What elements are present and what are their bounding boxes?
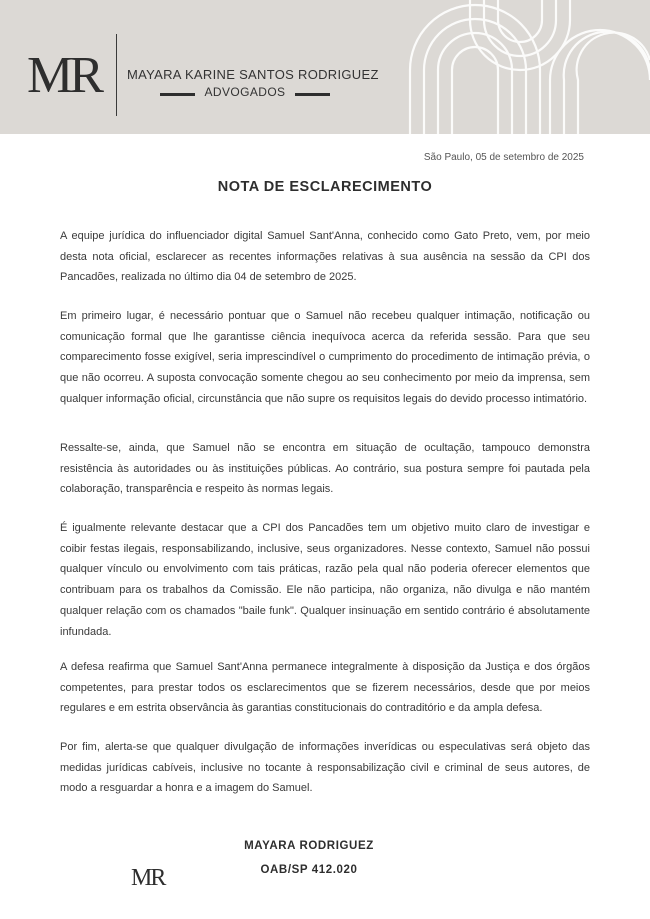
signature-oab: OAB/SP 412.020 [260, 864, 358, 876]
document-title: NOTA DE ESCLARECIMENTO [217, 179, 433, 195]
paragraph-6: Por fim, alerta-se que qualquer divulgação de informações inverídicas ou especulativas será objeto das medidas jurídicas cabíveis, inclusive no tocante à responsabilização civil e criminal de seus autores, de modo a resguardar a honra e a imagem do Samuel. [60, 741, 590, 795]
footer-logo: MR [131, 865, 165, 891]
subtitle-rule-left [160, 93, 195, 96]
paragraph-3: Ressalte-se, ainda, que Samuel não se encontra em situação de ocultação, tampouco demonstra resistência às autoridades ou às instituições públicas. Ao contrário, sua postura sempre foi pautada pela colaboração, transparência e respeito às normas legais. [60, 442, 590, 496]
paragraph-4: É igualmente relevante destacar que a CPI dos Pancadões tem um objetivo muito claro de investigar e coibir festas ilegais, responsabilizando, inclusive, seus organizadores. Nesse contexto, Samuel não possui qualquer vínculo ou envolvimento com tais práticas, razão pela qual não poderia oferecer elementos que contribuam para os trabalhos da Comissão. Ele não participa, não organiza, não divulga e não mantém qualquer relação com os chamados "baile funk". Qualquer insinuação em sentido contrário é absolutamente infundada. [60, 522, 590, 638]
paragraph-2: Em primeiro lugar, é necessário pontuar que o Samuel não recebeu qualquer intimação, notificação ou comunicação formal que lhe garantisse ciência inequívoca acerca da referida sessão. Para que seu comparecimento fosse exigível, seria imprescindível o cumprimento do procedimento de intimação prévia, o que não ocorreu. A suposta convocação somente chegou ao seu conhecimento por meio da imprensa, sem qualquer informação oficial, circunstância que não supre os requisitos legais do devido processo intimatório. [60, 310, 590, 405]
paragraph-1: A equipe jurídica do influenciador digital Samuel Sant'Anna, conhecido como Gato Preto, vem, por meio desta nota oficial, esclarecer as recentes informações relativas à sua ausência na sessão da CPI dos Pancadões, realizada no último dia 04 de setembro de 2025. [60, 230, 590, 284]
paragraph-5: A defesa reafirma que Samuel Sant'Anna permanece integralmente à disposição da Justiça e dos órgãos competentes, para prestar todos os esclarecimentos que se fizerem necessários, desde que por meios regulares e em estrita observância às garantias constitucionais do contraditório e da ampla defesa. [60, 661, 590, 715]
firm-logo: MR [27, 47, 100, 104]
subtitle-rule-right [295, 93, 330, 96]
signature-name: MAYARA RODRIGUEZ [244, 840, 374, 852]
firm-subtitle-group [160, 84, 330, 102]
letterhead-header [0, 0, 650, 134]
logo-divider [116, 34, 117, 116]
document-date: São Paulo, 05 de setembro de 2025 [423, 152, 584, 163]
firm-name: MAYARA KARINE SANTOS RODRIGUEZ [127, 67, 379, 82]
firm-subtitle: ADVOGADOS [204, 85, 286, 99]
